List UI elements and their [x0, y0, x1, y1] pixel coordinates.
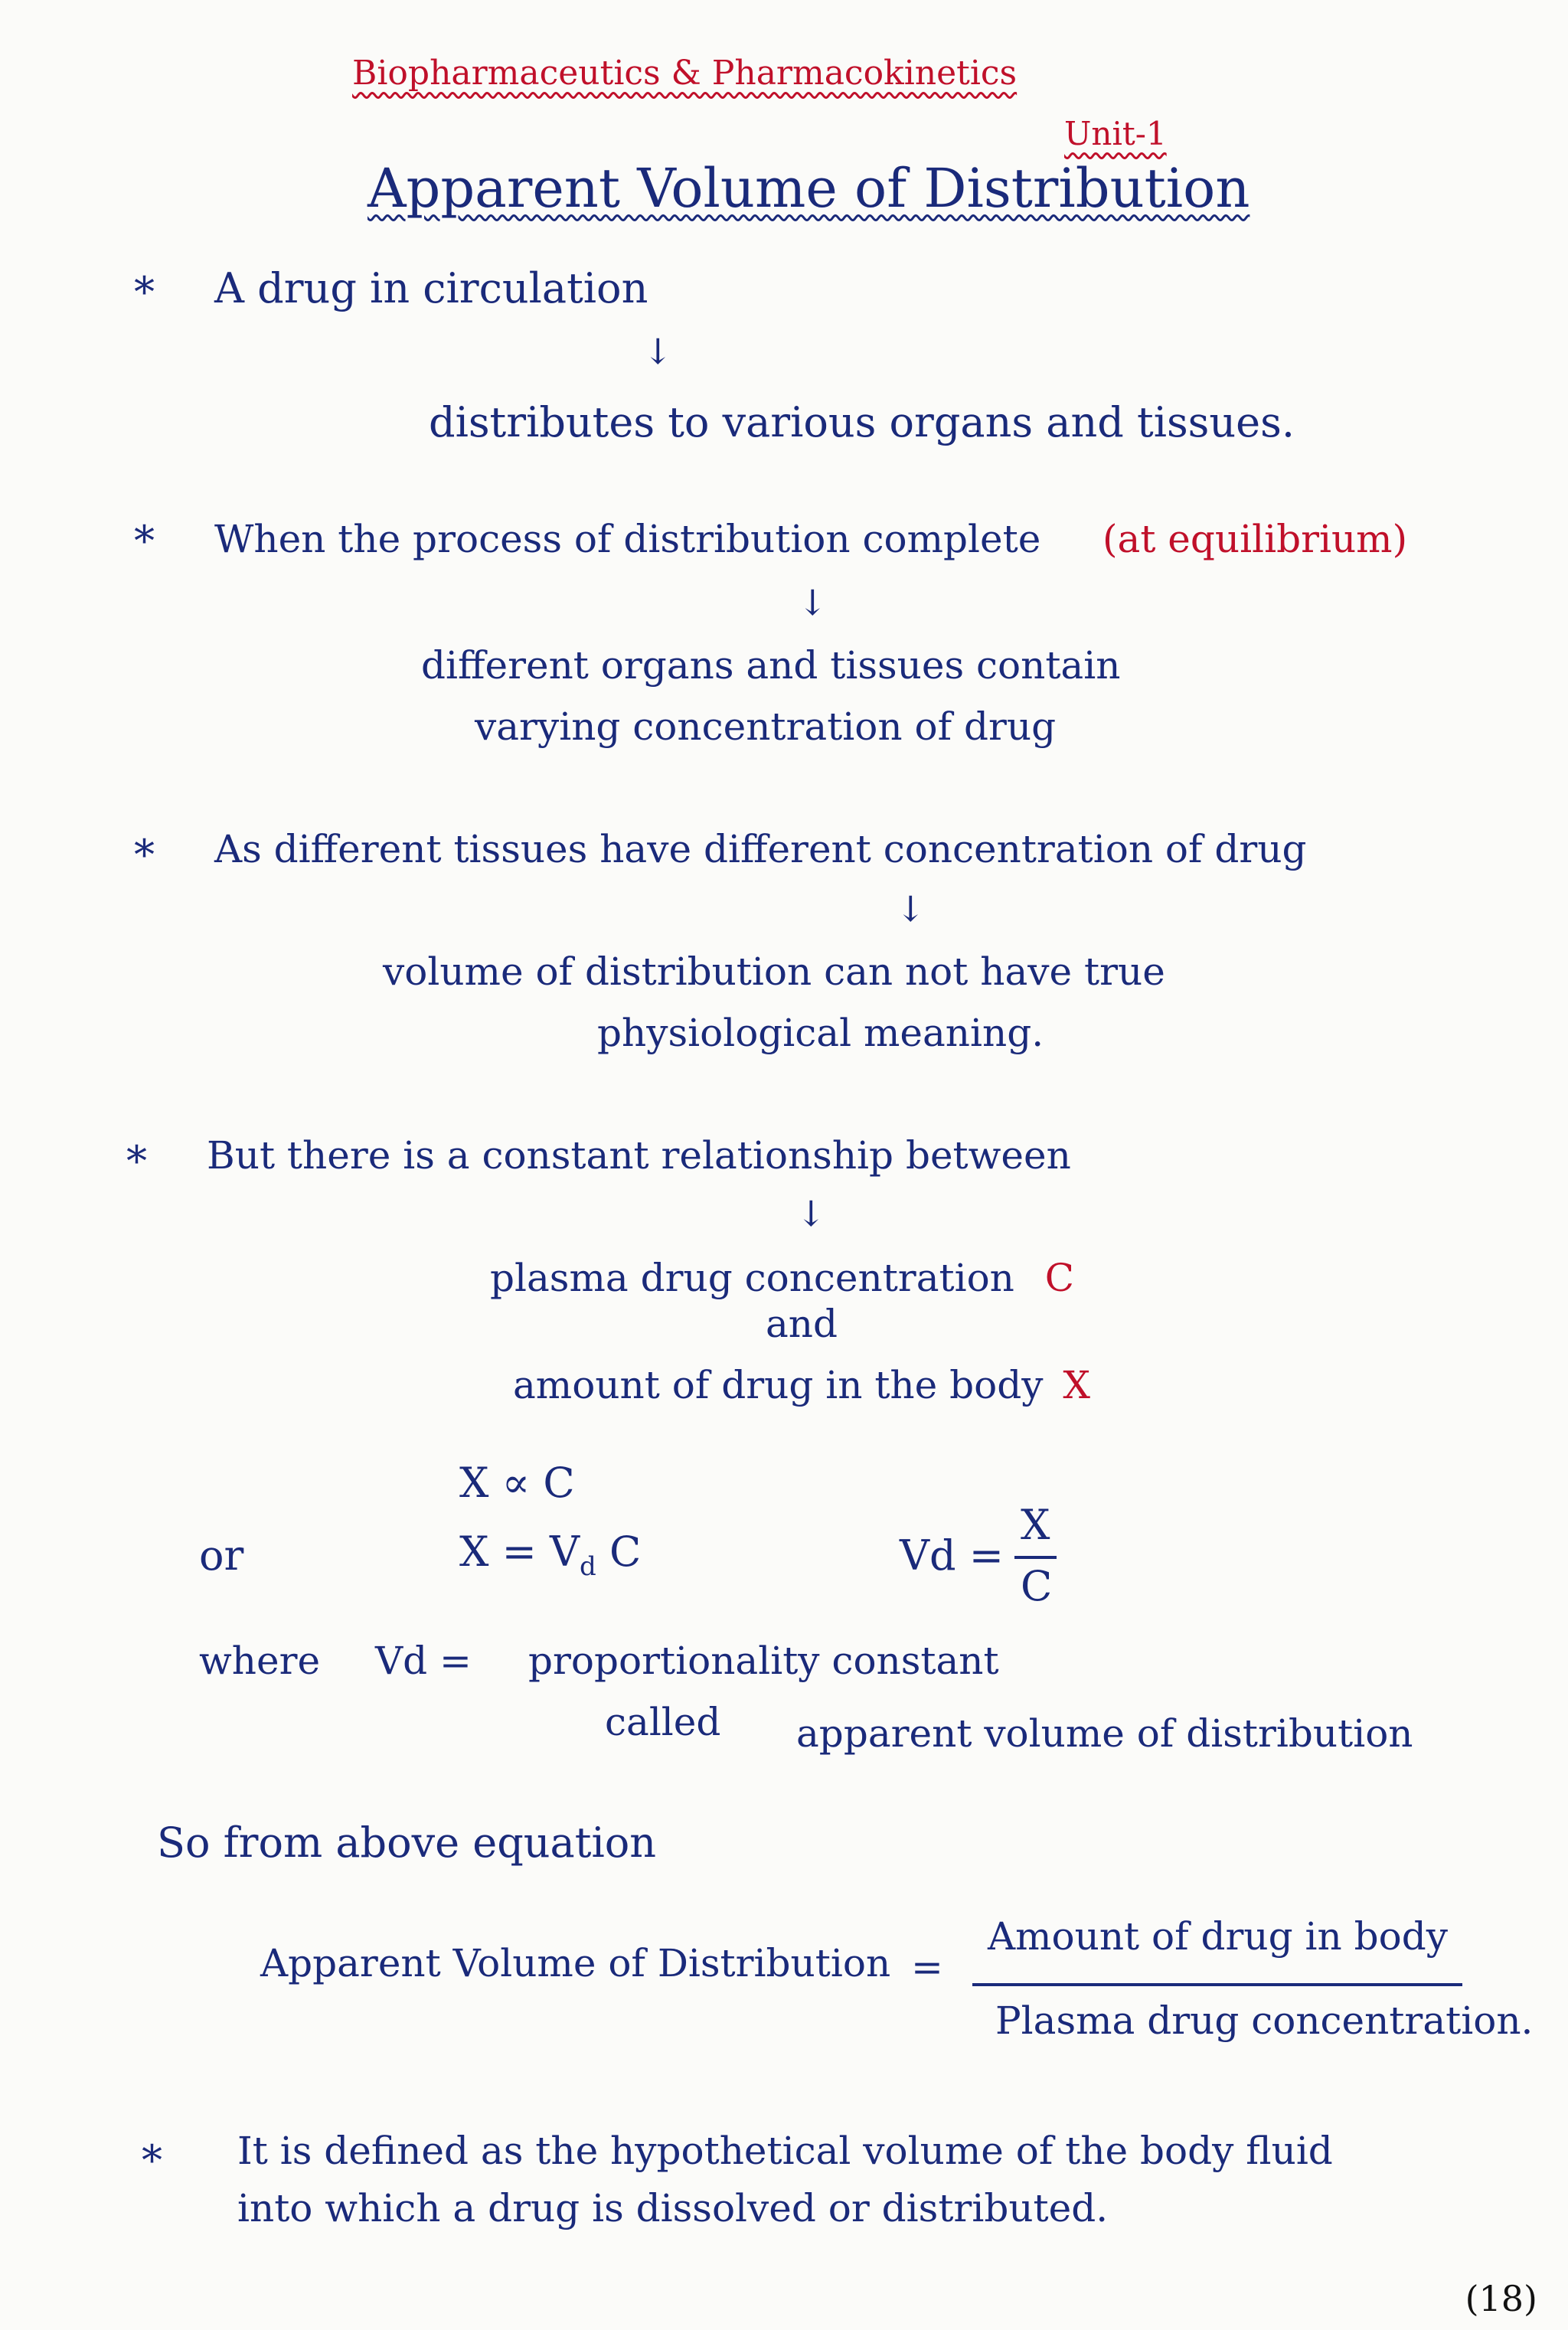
bullet-3-line-2: volume of distribution can not have true: [383, 949, 1165, 994]
where-lhs: Vd =: [375, 1639, 472, 1683]
plasma-drug-concentration-text: plasma drug concentration: [490, 1256, 1014, 1300]
vd-equation-c: C: [596, 1528, 642, 1576]
bullet-3-line-3: physiological meaning.: [597, 1011, 1044, 1055]
or-label: or: [199, 1531, 244, 1580]
bullet-5-line-1: It is defined as the hypothetical volume of the body fluid: [237, 2129, 1333, 2173]
bullet-2-paren: (at equilibrium): [1102, 517, 1408, 561]
bullet-2-line-1: When the process of distribution complete: [214, 517, 1041, 561]
final-numerator: Amount of drug in body: [988, 1914, 1448, 1959]
symbol-c: C: [1044, 1256, 1075, 1300]
final-denominator: Plasma drug concentration.: [995, 1998, 1534, 2043]
where-called: called: [605, 1700, 721, 1744]
so-line: So from above equation: [157, 1819, 657, 1867]
amount-of-drug-text: amount of drug in the body: [513, 1363, 1044, 1407]
down-arrow-icon: ↓: [796, 1193, 826, 1234]
vd-ratio-numerator: X: [1021, 1501, 1050, 1549]
bullet-2-line-3: varying concentration of drug: [475, 704, 1057, 749]
where-label: where: [199, 1639, 321, 1683]
bullet-star-2: *: [134, 517, 155, 565]
bullet-1-line-1: A drug in circulation: [214, 264, 648, 312]
proportional-equation: X ∝ C: [459, 1459, 575, 1507]
symbol-x: X: [1063, 1363, 1090, 1407]
unit-label: Unit-1: [1064, 115, 1167, 152]
page-number: (18): [1465, 2278, 1537, 2319]
where-name: apparent volume of distribution: [796, 1711, 1413, 1756]
final-fraction-bar: [972, 1983, 1462, 1986]
vd-equation-main: X = V: [459, 1528, 580, 1576]
vd-ratio-lhs: Vd =: [900, 1531, 1004, 1580]
bullet-star-4: *: [126, 1137, 147, 1185]
down-arrow-icon: ↓: [798, 582, 828, 623]
vd-fraction-bar: [1014, 1556, 1057, 1559]
bullet-star-3: *: [134, 831, 155, 879]
down-arrow-icon: ↓: [896, 888, 926, 930]
bullet-4-line-2: [490, 1256, 1074, 1300]
bullet-4-line-3: [513, 1363, 1090, 1407]
down-arrow-icon: ↓: [643, 331, 673, 372]
vd-subscript: d: [580, 1551, 596, 1582]
bullet-star-5: *: [142, 2136, 162, 2185]
bullet-3-line-1: As different tissues have different concentration of drug: [214, 827, 1307, 871]
bullet-star-1: *: [134, 268, 155, 316]
subject-heading: Biopharmaceutics & Pharmacokinetics: [352, 54, 1018, 93]
bullet-2-line-2: different organs and tissues contain: [421, 643, 1121, 688]
page-title: Apparent Volume of Distribution: [368, 157, 1250, 220]
bullet-4-line-1: But there is a constant relationship between: [207, 1133, 1071, 1178]
where-definition: proportionality constant: [528, 1639, 999, 1683]
and-connector: and: [766, 1302, 838, 1346]
vd-equation: [459, 1528, 641, 1582]
final-equals: =: [911, 1945, 943, 1989]
vd-ratio-denominator: C: [1021, 1562, 1053, 1610]
bullet-5-line-2: into which a drug is dissolved or distributed.: [237, 2186, 1109, 2230]
final-lhs: Apparent Volume of Distribution: [260, 1941, 891, 1985]
bullet-1-line-2: distributes to various organs and tissues.: [429, 398, 1295, 446]
